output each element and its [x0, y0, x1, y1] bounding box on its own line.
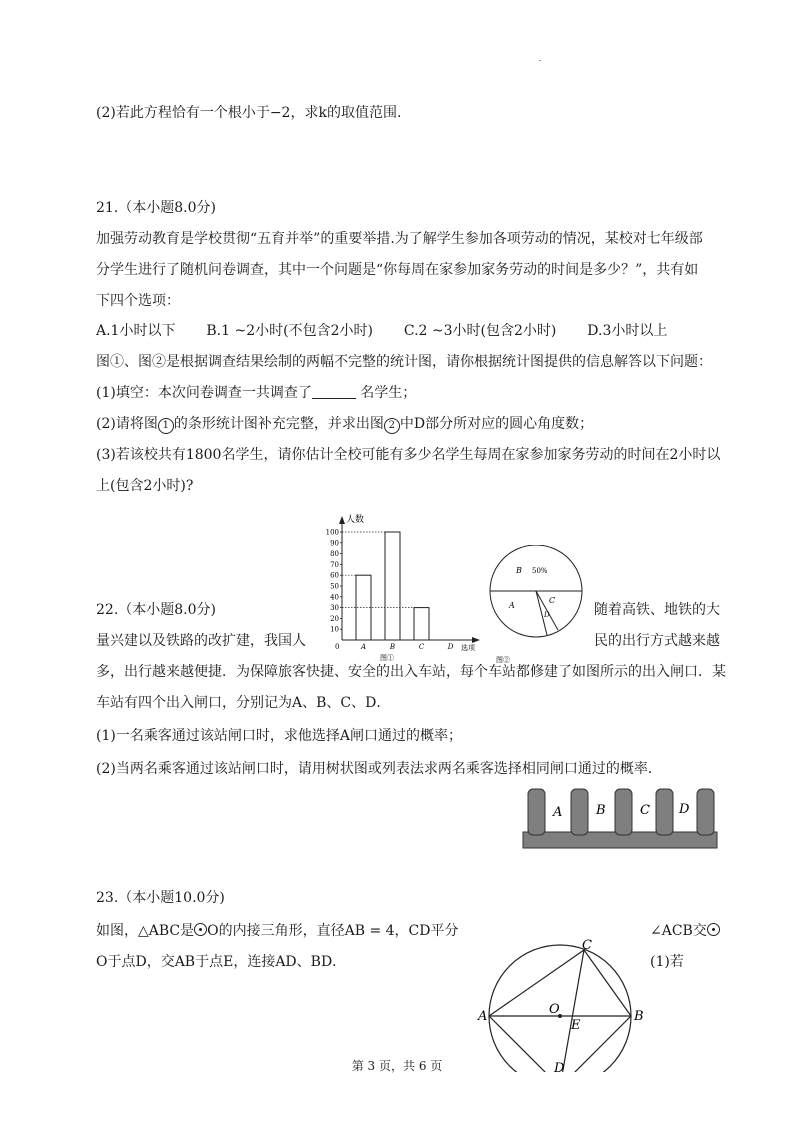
q21-q2-suffix: 中D部分所对应的圆心角度数； — [399, 416, 594, 432]
q21-paragraph-line4: 图①、图②是根据调查结果绘制的两幅不完整的统计图，请你根据统计图提供的信息解答以下问题： — [96, 354, 712, 370]
q21-question3-line1: (3)若该校共有1800名学生，请你估计全校可能有多少名学生每周在家参加家务劳动的时间在2小时以 — [96, 447, 721, 463]
page-footer: 第 3 页，共 6 页 — [351, 1059, 443, 1073]
q23-header: 23.（本小题10.0分) — [96, 890, 225, 906]
q22-text-line4: 车站有四个出入闸口，分别记为A、B、C、D． — [96, 695, 391, 711]
y-tick-label: 30 — [330, 604, 339, 613]
q21-question1 — [96, 383, 416, 403]
q21-paragraph-line2: 分学生进行了随机问卷调查，其中一个问题是“你每周在家参加家务劳动的时间是多少？”，共有如 — [96, 262, 699, 278]
q21-option-c: C.2 ~3小时(包含2小时) — [403, 323, 557, 339]
pie-chart-caption: 图② — [496, 656, 510, 664]
bar-chart-caption: 图① — [380, 654, 394, 662]
gate-label-a: A — [553, 805, 563, 820]
q23-line1-right-text: ∠ACB交 — [650, 923, 707, 939]
pie-label-b: B — [516, 566, 522, 575]
pie-label-d: D — [544, 611, 550, 619]
point-label-c: C — [582, 938, 592, 953]
y-axis-label: 人数 — [346, 515, 365, 525]
circle-dot-symbol — [194, 923, 207, 936]
q21-options — [96, 321, 667, 341]
y-tick-label: 80 — [330, 550, 339, 559]
q22-question1: (1)一名乘客通过该站闸口时，求他选择A闸口通过的概率； — [96, 728, 462, 744]
x-category-label: C — [418, 643, 425, 651]
point-label-b: B — [634, 1009, 644, 1024]
pie-chart — [486, 545, 588, 665]
q21-q1-prefix: (1)填空：本次问卷调查一共调查了 — [96, 385, 312, 401]
y-tick-label: 70 — [330, 560, 339, 569]
q21-q1-suffix: 名学生； — [360, 385, 417, 401]
q21-option-a: A.1小时以下 — [96, 323, 176, 339]
scan-speck — [539, 60, 541, 61]
x-category-label: D — [447, 643, 454, 651]
pie-label-b-percent: 50% — [532, 567, 548, 575]
gate-post — [528, 789, 545, 835]
point-label-o: O — [549, 1002, 560, 1017]
y-tick-label: 20 — [330, 614, 339, 623]
y-tick-label: 10 — [330, 625, 339, 634]
point-label-a: A — [478, 1009, 488, 1024]
gate-post — [615, 789, 632, 835]
x-axis-label: 选项 — [461, 644, 475, 652]
gate-label-d: D — [679, 802, 690, 817]
q23-line2-right: (1)若 — [650, 954, 684, 970]
q21-question3-line2: 上(包含2小时)? — [96, 478, 194, 494]
gate-post — [697, 789, 714, 835]
y-tick-label: 50 — [330, 582, 339, 591]
point-label-d: D — [554, 1061, 565, 1072]
x-category-label: A — [360, 643, 367, 651]
q21-q2-middle: 的条形统计图补充完整，并求出图 — [173, 416, 384, 432]
bar-chart — [318, 512, 488, 664]
q21-option-d: D.3小时以上 — [587, 323, 668, 339]
q21-header: 21.（本小题8.0分) — [96, 200, 216, 216]
q21-q2-prefix: (2)请将图 — [96, 416, 158, 432]
q21-paragraph-line3: 下四个选项： — [96, 293, 180, 309]
bar-b — [385, 532, 400, 640]
q22-header: 22.（本小题8.0分) — [96, 602, 216, 618]
q22-text-line2-right: 民的出行方式越来越 — [594, 633, 720, 649]
point-label-e: E — [571, 1018, 581, 1033]
q22-text-line3: 多，出行越来越便捷．为保障旅客快捷、安全的出入车站，每个车站都修建了如图所示的出入闸口．某 — [96, 664, 726, 680]
bar-c — [414, 608, 429, 640]
q22-question2: (2)当两名乘客通过该站闸口时，请用树状图或列表法求两名乘客选择相同闸口通过的概率． — [96, 761, 662, 777]
origin-label: 0 — [335, 643, 340, 651]
q21-question2 — [96, 414, 593, 434]
y-tick-label: 60 — [330, 571, 339, 580]
pie-label-c: C — [549, 596, 556, 605]
gate-post — [571, 789, 588, 835]
q20-part2: (2)若此方程恰有一个根小于−2，求k的取值范围. — [96, 105, 402, 121]
gate-label-b: B — [596, 803, 606, 818]
circle-geometry-diagram — [476, 938, 648, 1072]
circled-number-1: 1 — [158, 418, 174, 434]
gate-label-c: C — [640, 803, 650, 818]
pie-label-a: A — [509, 601, 515, 610]
y-tick-label: 90 — [330, 539, 339, 548]
y-tick-label: 40 — [330, 593, 339, 602]
q22-text-line2-left: 量兴建以及铁路的改扩建，我国人 — [96, 633, 306, 649]
q21-option-b: B.1 ~2小时(不包含2小时) — [206, 323, 373, 339]
y-tick-label: 100 — [325, 528, 339, 537]
q23-line1-right — [650, 921, 720, 941]
circled-number-2: 2 — [384, 418, 400, 434]
answer-blank — [312, 384, 356, 399]
x-category-label: B — [389, 643, 396, 651]
q21-paragraph-line1: 加强劳动教育是学校贯彻“五育并举”的重要举措.为了解学生参加各项劳动的情况，某校对七年级部 — [96, 231, 703, 247]
q23-line2: O于点D，交AB于点E，连接AD、BD． — [96, 954, 347, 970]
gate-post — [656, 789, 673, 835]
gate-diagram — [520, 786, 720, 852]
q23-line1 — [96, 921, 459, 941]
circle-dot-symbol — [707, 923, 720, 936]
q23-line1-prefix: 如图，△ABC是 — [96, 923, 195, 939]
q23-line1-suffix: O的内接三角形，直径AB = 4，CD平分 — [207, 923, 459, 939]
q22-text-line1-right: 随着高铁、地铁的大 — [594, 602, 720, 618]
